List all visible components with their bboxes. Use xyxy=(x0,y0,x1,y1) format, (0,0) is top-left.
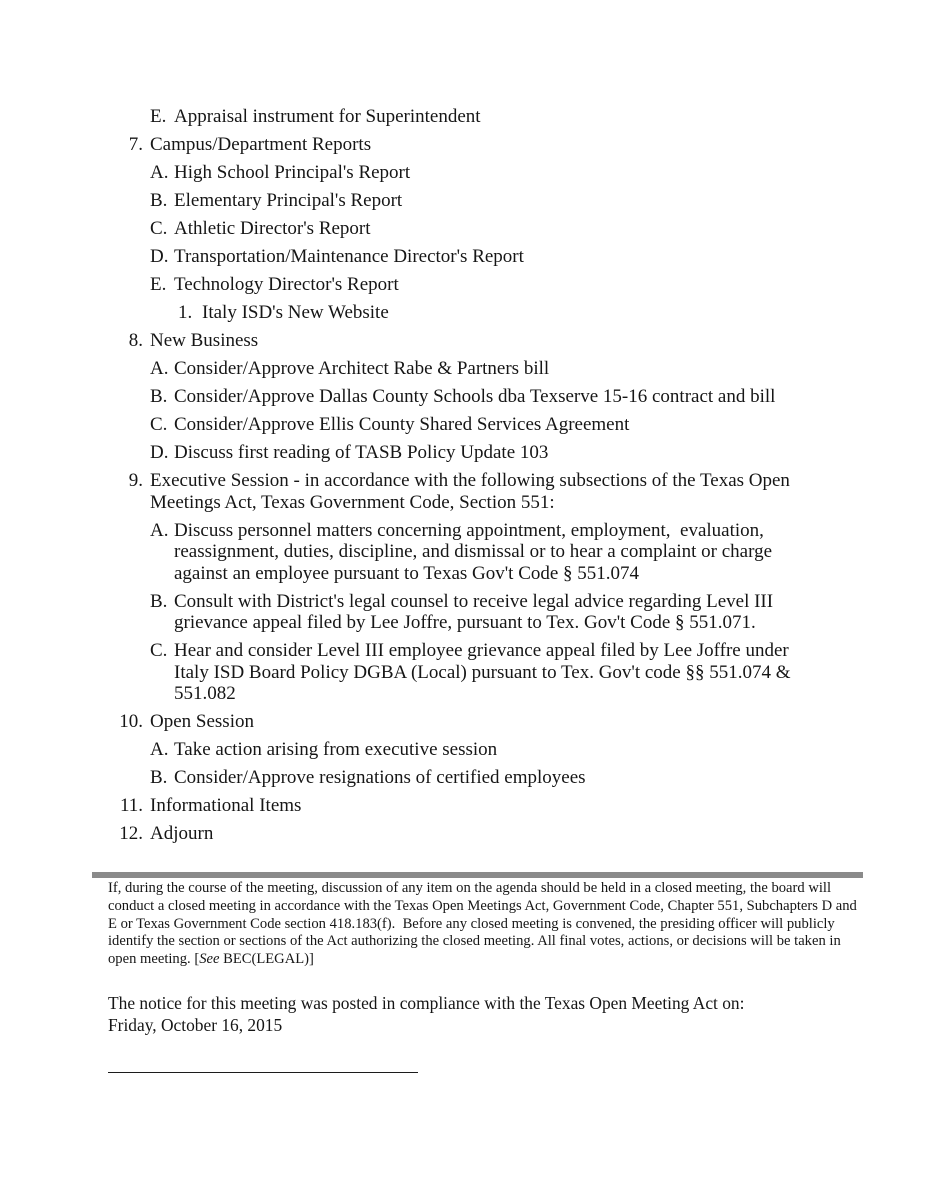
agenda-item-marker: E. xyxy=(150,106,167,127)
agenda-item-text: Technology Director's Report xyxy=(174,274,399,295)
agenda-list xyxy=(103,106,820,851)
agenda-item xyxy=(150,386,820,408)
closed-meeting-notice xyxy=(108,880,860,969)
agenda-item-marker: 7. xyxy=(128,134,143,155)
agenda-item-marker: A. xyxy=(150,739,169,760)
agenda-item-marker: 12. xyxy=(119,823,143,844)
section-divider xyxy=(92,872,863,878)
agenda-item xyxy=(150,640,820,705)
agenda-item-text: Campus/Department Reports xyxy=(150,134,372,155)
agenda-item-text: Italy ISD's New Website xyxy=(202,302,389,323)
agenda-item-marker: B. xyxy=(150,767,168,788)
posting-notice-line2: Friday, October 16, 2015 xyxy=(108,1015,283,1035)
agenda-item-text: Open Session xyxy=(150,711,254,732)
agenda-item-marker: C. xyxy=(150,414,168,435)
closed-meeting-notice-tail: BEC(LEGAL)] xyxy=(219,951,314,968)
agenda-item-text: Discuss first reading of TASB Policy Update 103 xyxy=(174,442,549,463)
agenda-item xyxy=(150,218,820,240)
agenda-item xyxy=(150,414,820,436)
agenda-item-text: Adjourn xyxy=(150,823,214,844)
agenda-item-marker: B. xyxy=(150,190,168,211)
agenda-item xyxy=(150,767,820,789)
agenda-item xyxy=(150,246,820,268)
agenda-item xyxy=(150,520,820,585)
agenda-item-marker: E. xyxy=(150,274,167,295)
agenda-item-marker: A. xyxy=(150,358,169,379)
agenda-item-marker: C. xyxy=(150,640,168,661)
agenda-item-marker: D. xyxy=(150,246,169,267)
agenda-item-text: Discuss personnel matters concerning appointment, employment, evaluation, reassignment, duties, discipline, and dismissal or to hear a complaint or charge against an employee pursuant to Texas Gov't Code § 551.074 xyxy=(174,519,777,584)
agenda-item-marker: 11. xyxy=(119,795,143,816)
agenda-item xyxy=(103,711,820,733)
agenda-item-marker: 1. xyxy=(178,302,193,323)
agenda-item-text: Consider/Approve resignations of certified employees xyxy=(174,767,586,788)
agenda-item xyxy=(150,739,820,761)
agenda-item-text: Transportation/Maintenance Director's Report xyxy=(174,246,524,267)
agenda-item xyxy=(150,358,820,380)
agenda-item xyxy=(150,106,820,128)
posting-notice-line1: The notice for this meeting was posted in compliance with the Texas Open Meeting Act on: xyxy=(108,993,745,1013)
agenda-item-text: High School Principal's Report xyxy=(174,162,411,183)
agenda-item-marker: C. xyxy=(150,218,168,239)
agenda-item-marker: 10. xyxy=(119,711,143,732)
agenda-item-text: Consider/Approve Dallas County Schools dba Texserve 15-16 contract and bill xyxy=(174,386,776,407)
agenda-item xyxy=(103,134,820,156)
agenda-item-marker: 9. xyxy=(128,470,143,491)
agenda-item xyxy=(150,591,820,634)
closed-meeting-notice-body: If, during the course of the meeting, discussion of any item on the agenda should be held in a closed meeting, the board will conduct a closed meeting in accordance with the Texas Open Meetings Act, Government Code, Chapter 551, Subchapters D and E or Texas Government Code section 418.183(f). Before any closed meeting is convened, the presiding officer will publicly identify the section or sections of the Act authorizing the closed meeting. All final votes, actions, or decisions will be taken in open meeting. [ xyxy=(108,880,861,968)
agenda-item-text: Appraisal instrument for Superintendent xyxy=(174,106,481,127)
agenda-item-marker: A. xyxy=(150,519,169,541)
agenda-item xyxy=(150,442,820,464)
agenda-item xyxy=(103,795,820,817)
agenda-item-text: Athletic Director's Report xyxy=(174,218,371,239)
agenda-item-text: Informational Items xyxy=(150,795,302,816)
agenda-item-marker: A. xyxy=(150,162,169,183)
agenda-item-text: Elementary Principal's Report xyxy=(174,190,403,211)
signature-line xyxy=(108,1056,418,1073)
agenda-item xyxy=(103,330,820,352)
agenda-item-marker: 8. xyxy=(128,330,143,351)
agenda-item-marker: B. xyxy=(150,386,168,407)
agenda-item xyxy=(178,302,820,324)
agenda-item xyxy=(103,823,820,845)
agenda-item xyxy=(150,162,820,184)
agenda-item-marker: D. xyxy=(150,442,169,463)
agenda-item-text: Consult with District's legal counsel to receive legal advice regarding Level III grievance appeal filed by Lee Joffre, pursuant to Tex. Gov't Code § 551.071. xyxy=(174,590,778,633)
agenda-item-text: Consider/Approve Architect Rabe & Partners bill xyxy=(174,358,550,379)
closed-meeting-notice-italic: See xyxy=(199,951,220,968)
agenda-item-text: Executive Session - in accordance with the following subsections of the Texas Open Meetings Act, Texas Government Code, Section 551: xyxy=(150,470,795,513)
agenda-item xyxy=(150,274,820,296)
agenda-item-text: Take action arising from executive session xyxy=(174,739,498,760)
agenda-item-marker: B. xyxy=(150,590,168,612)
posting-notice xyxy=(108,992,868,1036)
agenda-item xyxy=(150,190,820,212)
agenda-item-text: New Business xyxy=(150,330,259,351)
agenda-item-text: Hear and consider Level III employee grievance appeal filed by Lee Joffre under Italy ISD Board Policy DGBA (Local) pursuant to Tex. Gov't code §§ 551.074 & 551.082 xyxy=(174,640,796,704)
agenda-item-text: Consider/Approve Ellis County Shared Services Agreement xyxy=(174,414,630,435)
agenda-item xyxy=(103,470,820,513)
